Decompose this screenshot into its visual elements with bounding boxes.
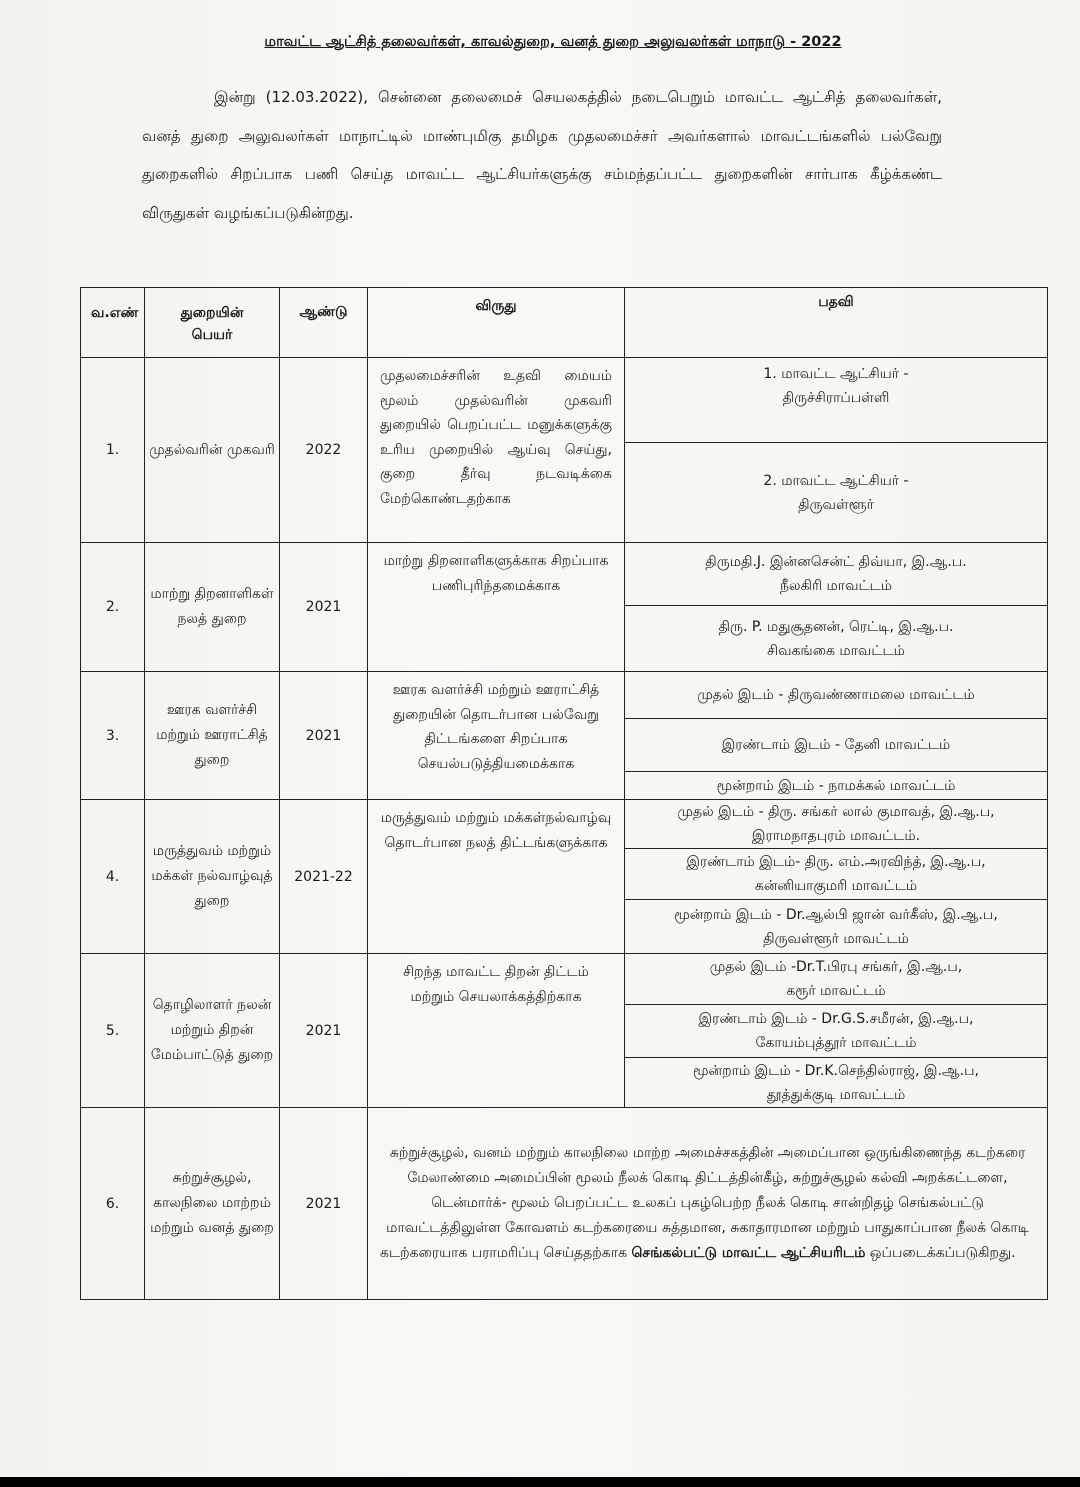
row-award: மாற்று திறனாளிகளுக்காக சிறப்பாக பணிபுரிந்தமைக்காக [368,543,625,672]
header-department: துறையின் பெயர் [145,288,280,358]
row-award-description: சுற்றுச்சூழல், வனம் மற்றும் காலநிலை மாற்ற அமைச்சகத்தின் அமைப்பான ஒருங்கிணைந்த கடற்கரை மேலாண்மை அமைப்பின் மூலம் நீலக் கொடி திட்டத்தின்கீழ், சுற்றுச்சூழல் கல்வி அறக்கட்டளை, டென்மார்க்- மூலம் பெறப்பட்ட உலகப் புகழ்பெற்ற நீலக் கொடி சான்றிதழ் செங்கல்பட்டு மாவட்டத்திலுள்ள கோவளம் கடற்கரையை சுத்தமான, சுகாதாரமான மற்றும் பாதுகாப்பான நீலக் கொடி கடற்கரையாக பராமரிப்பு செய்ததற்காக செங்கல்பட்டு மாவட்ட ஆட்சியரிடம் ஒப்படைக்கப்படுகிறது. [368,1108,1048,1300]
row-department: முதல்வரின் முகவரி [145,358,280,543]
row-department: தொழிலாளர் நலன் மற்றும் திறன் மேம்பாட்டுத் துறை [145,954,280,1108]
row-posts [625,954,1048,1108]
row-serial: 2. [81,543,145,672]
row-serial: 5. [81,954,145,1108]
awards-table [80,287,1048,1300]
table-row [81,1108,1048,1300]
row-department: ஊரக வளர்ச்சி மற்றும் ஊராட்சித் துறை [145,672,280,800]
post-entry: இரண்டாம் இடம் - Dr.G.S.சமீரன், இ.ஆ.ப, கோயம்புத்தூர் மாவட்டம் [625,1005,1047,1058]
row-posts [625,358,1048,543]
row-serial: 1. [81,358,145,543]
header-serial-no: வ.எண் [81,288,145,358]
row-department: மருத்துவம் மற்றும் மக்கள் நல்வாழ்வுத் துறை [145,800,280,954]
row-award: மருத்துவம் மற்றும் மக்கள்நல்வாழ்வு தொடர்பான நலத் திட்டங்களுக்காக [368,800,625,954]
row-serial: 6. [81,1108,145,1300]
post-entry: முதல் இடம் -Dr.T.பிரபு சங்கர், இ.ஆ.ப, கரூர் மாவட்டம் [625,954,1047,1005]
post-entry: 1. மாவட்ட ஆட்சியர் - திருச்சிராப்பள்ளி [625,358,1047,443]
post-entry: திரு. P. மதுசூதனன், ரெட்டி, இ.ஆ.ப. சிவகங்கை மாவட்டம் [718,618,954,659]
header-award: விருது [368,288,625,358]
row-serial: 3. [81,672,145,800]
intro-paragraph: இன்று (12.03.2022), சென்னை தலைமைச் செயலகத்தில் நடைபெறும் மாவட்ட ஆட்சித் தலைவர்கள், வனத் துறை அலுவலர்கள் மாநாட்டில் மாண்புமிகு தமிழக முதலமைச்சர் அவர்களால் மாவட்டங்களில் பல்வேறு துறைகளில் சிறப்பாக பணி செய்த மாவட்ட ஆட்சியர்களுக்கு சம்மந்தப்பட்ட துறைகளின் சார்பாக கீழ்க்கண்ட விருதுகள் வழங்கப்படுகின்றது. [142,88,942,222]
post-entry: மூன்றாம் இடம் - Dr.K.செந்தில்ராஜ், இ.ஆ.ப, தூத்துக்குடி மாவட்டம் [693,1062,979,1103]
header-year: ஆண்டு [280,288,368,358]
row-department: சுற்றுச்சூழல், காலநிலை மாற்றம் மற்றும் வனத் துறை [145,1108,280,1300]
post-entry: மூன்றாம் இடம் - நாமக்கல் மாவட்டம் [716,777,956,794]
table-row [81,672,1048,800]
row-year: 2021 [280,543,368,672]
post-entry: இரண்டாம் இடம் - தேனி மாவட்டம் [625,719,1047,772]
bottom-edge [0,1477,1080,1487]
table-row [81,543,1048,672]
row-year: 2021-22 [280,800,368,954]
row-posts [625,672,1048,800]
row-year: 2021 [280,954,368,1108]
post-entry: மூன்றாம் இடம் - Dr.ஆல்பி ஜான் வர்கீஸ், இ.ஆ.ப, திருவள்ளூர் மாவட்டம் [674,906,998,947]
table-row [81,954,1048,1108]
document-title: மாவட்ட ஆட்சித் தலைவர்கள், காவல்துறை, வனத் துறை அலுவலர்கள் மாநாடு - 2022 [264,34,842,50]
header-post: பதவி [625,288,1048,358]
post-entry: முதல் இடம் - திருவண்ணாமலை மாவட்டம் [625,672,1047,719]
row-serial: 4. [81,800,145,954]
post-entry: திருமதி.J. இன்னசென்ட் திவ்யா, இ.ஆ.ப. நீலகிரி மாவட்டம் [625,543,1047,606]
table-row [81,800,1048,954]
row-department: மாற்று திறனாளிகள் நலத் துறை [145,543,280,672]
row-year: 2021 [280,1108,368,1300]
post-entry: இரண்டாம் இடம்- திரு. எம்.அரவிந்த், இ.ஆ.ப, கன்னியாகுமரி மாவட்டம் [625,849,1047,900]
table-row [81,358,1048,543]
post-entry: முதல் இடம் - திரு. சங்கர் லால் குமாவத், இ.ஆ.ப, இராமநாதபுரம் மாவட்டம். [625,800,1047,849]
row-award: ஊரக வளர்ச்சி மற்றும் ஊராட்சித் துறையின் தொடர்பான பல்வேறு திட்டங்களை சிறப்பாக செயல்படுத்தியமைக்காக [368,672,625,800]
table-header-row [81,288,1048,358]
row-year: 2021 [280,672,368,800]
row-year: 2022 [280,358,368,543]
row-award: சிறந்த மாவட்ட திறன் திட்டம் மற்றும் செயலாக்கத்திற்காக [368,954,625,1108]
row-award: முதலமைச்சரின் உதவி மையம் மூலம் முதல்வரின் முகவரி துறையில் பெறப்பட்ட மனுக்களுக்கு உரிய முறையில் ஆய்வு செய்து, குறை தீர்வு நடவடிக்கை மேற்கொண்டதற்காக [368,358,625,543]
row-posts [625,800,1048,954]
row-posts [625,543,1048,672]
post-entry: 2. மாவட்ட ஆட்சியர் - திருவள்ளூர் [763,472,909,513]
